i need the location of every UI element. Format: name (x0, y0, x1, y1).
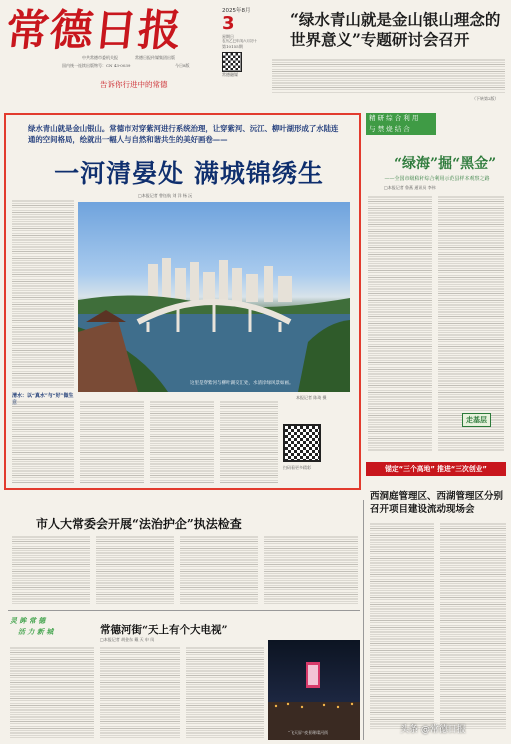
article-left-headline: 市人大常委会开展“法治护企”执法检查 (36, 517, 242, 531)
green-subhead: ——全国市级秸秆综合利用示范县样本观察之路 (384, 176, 490, 182)
date-day: 3 (222, 13, 235, 34)
river-scene (78, 202, 350, 392)
top-story-jump: （下转第2版） (472, 96, 499, 101)
bottom-badge-line1: 灵 眸 常 德 (10, 617, 46, 625)
bottom-headline: 常德河街“天上有个大电视” (100, 624, 228, 636)
article-right-col-2 (440, 522, 506, 730)
green-byline: □本报记者 鲁燕 通讯员 李伟 (384, 185, 436, 190)
article-left-col-1 (12, 535, 90, 605)
top-story-body (272, 58, 505, 94)
date-lunar: 农历乙巳年闰六月初十 (222, 39, 257, 43)
masthead-cn-code: 国内统一连续出版物号：CN 43-0039 (62, 63, 131, 68)
lead-photo-credit: 本报记者 陈琦 摄 (296, 395, 327, 400)
green-tag-line2: 与 禁 烧 结 合 (369, 125, 410, 133)
lead-intro-col (12, 199, 74, 389)
qr-code-icon[interactable] (222, 52, 242, 72)
article-left-col-4 (264, 535, 358, 605)
lead-col-3 (150, 400, 214, 484)
divider-vertical (363, 500, 364, 740)
lead-deck: 绿水青山就是金山银山。常德市对穿紫河进行系统治理，让穿紫河、沅江、柳叶湖形成了水陆连通的空间格局，绘就出一幅人与自然和谐共生的美好画卷—— (28, 124, 339, 144)
masthead-info-2: 常德日报传媒集团出版 (135, 55, 175, 60)
lead-headline: 一河清晏处 满城锦绣生 (54, 159, 324, 188)
bottom-byline: □本报记者 胡金东 戴 天 申 凤 (100, 637, 155, 642)
campaign-strip (366, 462, 506, 476)
watermark: 头条 @常德日报 (400, 725, 466, 735)
date-weekday: 星期日 (222, 34, 234, 39)
lead-photo (78, 202, 350, 392)
night-screen-scene (268, 640, 360, 740)
bottom-badge (10, 616, 68, 642)
lead-qr-label: 扫码看更多精彩 (283, 465, 311, 470)
date-block (222, 6, 268, 94)
date-issue: 第10155期 (222, 44, 243, 49)
bottom-col-2 (100, 646, 180, 738)
top-story-headline: “绿水青山就是金山银山理念的世界意义”专题研讨会召开 (290, 10, 501, 49)
article-left-col-2 (96, 535, 174, 605)
green-col-1 (368, 195, 432, 451)
bottom-photo (268, 640, 360, 740)
divider-left (8, 610, 360, 611)
masthead-info-1: 中共常德市委机关报 (82, 55, 118, 60)
masthead-slogan: 告诉你行进中的常德 (100, 80, 168, 89)
green-box (366, 113, 506, 458)
newspaper-logo: 常德日报 (3, 6, 185, 56)
lead-qr-code-icon[interactable] (283, 424, 321, 462)
lead-photo-caption: 这里是穿紫河与柳叶湖交汇处，水清岸绿风景如画。 (190, 381, 294, 386)
bottom-badge-line2: 活 力 新 城 (18, 628, 54, 636)
green-tag (366, 113, 436, 135)
article-right-headline: 西洞庭管理区、西湖管理区分别召开项目建设流动现场会 (370, 491, 504, 515)
date-year-month: 2025年8月 (222, 8, 251, 14)
app-label: 常德融媒 (222, 72, 238, 77)
green-tag-line1: 精 研 综 合 利 用 (369, 114, 419, 122)
lead-subhead: 清水：以“真水”与“好”做生 (12, 393, 74, 399)
lead-byline: □本报记者 曾钰航 刘 洋 杨 沅 (138, 193, 193, 198)
lead-col-1 (12, 400, 74, 484)
bottom-col-3 (186, 646, 264, 738)
campaign-strip-text: 锚定“三个高地” 推进“三次创业” (385, 465, 487, 473)
bottom-photo-caption: “飞天屏”夜景璀璨河街 (288, 730, 329, 735)
bottom-col-1 (10, 646, 94, 738)
masthead-edition: 今日8版 (175, 63, 190, 68)
lead-col-2 (80, 400, 144, 484)
article-left-col-3 (180, 535, 258, 605)
green-badge: 走基层 (462, 413, 491, 427)
lead-col-4 (220, 400, 278, 484)
article-right-col-1 (370, 522, 434, 730)
masthead (0, 0, 511, 108)
green-headline: “绿海”掘“黑金” (394, 156, 497, 172)
